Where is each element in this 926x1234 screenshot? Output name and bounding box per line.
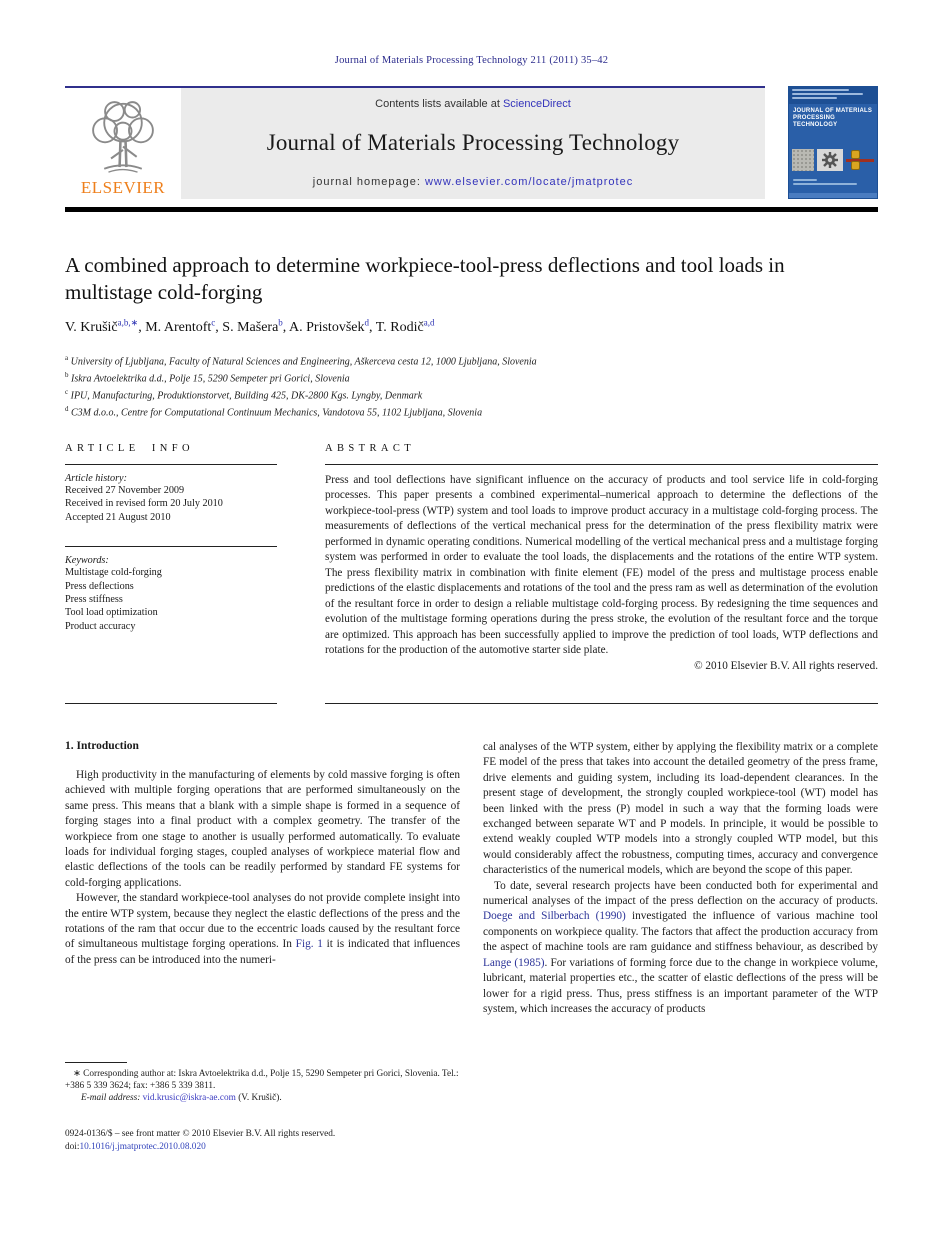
article-history-label: Article history:: [65, 473, 127, 484]
doi-line: [65, 1141, 878, 1154]
email-link[interactable]: vid.krusic@iskra-ae.com: [142, 1092, 236, 1103]
elsevier-logo: [65, 88, 181, 199]
author-affil-sup[interactable]: a,b,∗: [117, 317, 139, 327]
info-abstract-section: [65, 441, 878, 704]
keyword: Product accuracy: [65, 620, 136, 632]
cover-journal-title: JOURNAL OF MATERIALS PROCESSING TECHNOLOGY: [793, 108, 873, 128]
history-line: Received 27 November 2009: [65, 485, 185, 496]
banner-main: [65, 86, 765, 199]
keyword: Multistage cold-forging: [65, 567, 162, 579]
homepage-prefix: journal homepage:: [312, 176, 425, 188]
sciencedirect-link[interactable]: ScienceDirect: [502, 98, 571, 110]
reference-link-doege-silberbach[interactable]: Doege and Silberbach (1990): [483, 910, 626, 923]
author-affil-sup[interactable]: b: [278, 317, 283, 327]
rule: [325, 703, 878, 704]
authors-line: [65, 317, 878, 336]
intro-paragraph-2: However, the standard workpiece-tool analyses do not provide complete insight into the entire WTP system, because they neglect the elastic deflections of the press and the rotations of the ram that occur due to the eccentric loads caused by the resultant force of simultaneous multistage forging operations. In Fig. 1 it is indicated that influences of the press can be introduced into the numeri-: [65, 892, 460, 966]
cover-image-band: [789, 147, 877, 173]
elsevier-wordmark: ELSEVIER: [80, 178, 166, 197]
author-affil-sup[interactable]: c: [211, 317, 216, 327]
abstract-column: [325, 441, 878, 704]
body-right-column: [483, 740, 878, 1017]
doi-label: doi:: [65, 1141, 80, 1152]
author: S. Mašera$^b$,: [222, 317, 290, 335]
section-heading-introduction: 1. Introduction: [65, 740, 139, 752]
abstract-heading: ABSTRACT: [325, 443, 416, 454]
article-info-heading: ARTICLE INFO: [65, 443, 194, 454]
contents-prefix: Contents lists available at: [375, 98, 503, 110]
journal-cover-thumbnail[interactable]: [788, 86, 878, 199]
rule: [65, 464, 277, 465]
footnote-rule: [65, 1062, 127, 1063]
reference-link-lange[interactable]: Lange (1985): [483, 956, 545, 969]
affiliation: $^d$ C3M d.o.o., Centre for Computational Continuum Mechanics, Vandotova 55, 1102 Ljubljana, Slovenia: [65, 405, 483, 419]
elsevier-tree-icon: [79, 97, 167, 179]
rule: [65, 546, 277, 547]
cover-roller-image: [846, 150, 874, 170]
keywords-label: Keywords:: [65, 555, 109, 567]
history-line: Accepted 21 August 2010: [65, 511, 171, 523]
fig1-link[interactable]: Fig. 1: [295, 938, 323, 951]
banner-center: [181, 88, 765, 199]
journal-title: Journal of Materials Processing Technology: [266, 130, 680, 155]
keywords-list: [65, 566, 277, 633]
author: A. Pristovšek$^d$,: [289, 317, 376, 335]
affiliation: $^a$ University of Ljubljana, Faculty of Natural Sciences and Engineering, Aškerceva cesta 12, 1000 Ljubljana, Slovenia: [65, 354, 537, 368]
keyword: Press stiffness: [65, 594, 123, 606]
rule: [65, 703, 277, 704]
affiliation: $^b$ Iskra Avtoelektrika d.d., Polje 15, 5290 Sempeter pri Gorici, Slovenia: [65, 371, 350, 385]
cover-gear-image: [817, 149, 843, 171]
issn-line: 0924-0136/$ – see front matter © 2010 Elsevier B.V. All rights reserved.: [65, 1129, 336, 1139]
intro-paragraph-4: To date, several research projects have been conducted both for experimental and numerical analyses of the impact of the press deflection on the accuracy of products. Doege and Silberbach (1990) investigated the influence of various machine tool components on workpiece quality. The factors that affect the production accuracy from the aspect of machine tools are ram guidance and stiffness behaviour, as described by Lange (1985). For variations of forming force due to the change in workpiece volume, lubricant, material properties etc., the scatter of elastic deflections of the press will be lower for a rigid press. Thus, press stiffness is an important parameter of the WTP system, which increases the accuracy of products: [483, 879, 878, 1015]
email-line: E-mail address: vid.krusic@iskra-ae.com (V. Krušič).: [81, 1092, 282, 1103]
author: V. Krušič$^{a,b,∗}$,: [65, 317, 146, 335]
header-separator-rule: [65, 207, 878, 212]
cover-bottom-strip: [789, 193, 877, 198]
keyword: Press deflections: [65, 580, 134, 592]
author: M. Arentoft$^c$,: [145, 317, 223, 335]
journal-homepage-line: [313, 176, 633, 188]
author-affil-sup[interactable]: d: [364, 317, 369, 327]
email-label: E-mail address:: [81, 1092, 143, 1103]
contents-list-line: [375, 98, 571, 110]
issn-doi-block: [65, 1128, 878, 1153]
author: T. Rodič$^{a,d}$: [375, 317, 435, 335]
article-history-lines: [65, 484, 277, 524]
footnote-block: [65, 1062, 463, 1104]
keyword: Tool load optimization: [65, 607, 158, 619]
doi-link[interactable]: 10.1016/j.jmatprotec.2010.08.020: [79, 1141, 206, 1152]
history-line: Received in revised form 20 July 2010: [65, 498, 223, 510]
article-info-column: [65, 441, 277, 704]
abstract-copyright: © 2010 Elsevier B.V. All rights reserved.: [694, 660, 878, 673]
cover-editors-text: [789, 179, 877, 187]
affiliations-list: [65, 352, 878, 421]
abstract-text: Press and tool deflections have significant influence on the accuracy of products and tool service life in cold-forging processes. This paper presents a combined experimental–numerical approach to determine the deflections of the workpiece-tool-press (WTP) system and tool loads to improve product accuracy in a multistage cold-forging process. The measurements of deflections of the vertical mechanical press for the determination of the press flexibility matrix were performed in dynamic operating conditions. Numerical modelling of the vertical mechanical press and a multistage forging system was performed in order to evaluate the tool loads, the displacements and the rotations of the entire WTP system. The press flexibility matrix in combination with finite element (FE) model of the press and multistage process enable predictions of the elastic displacements and rotations of the tool and the press ram as well as determination of the evolution of the resultant force in order to design a reliable multistage cold-forging process. By redesigning the time sequences and evolution of the multistage forming operations during the press stroke, the evolution of the resultant force and the torque are optimized. This approach has been successfully applied to improve the prediction of tool loads, WTP deflections and rotations for the production of the automotive starter side plate.: [325, 474, 878, 656]
corresponding-author-note: ∗ Corresponding author at: Iskra Avtoelektrika d.d., Polje 15, 5290 Sempeter pri Gorici, Slovenia. Tel.: +386 5 339 3624; fax: +386 5 339 3811. E-mail address: vid.krusic@iskra-ae.com (V. Krušič).: [65, 1069, 463, 1104]
rule: [325, 464, 878, 465]
affiliation: $^c$ IPU, Manufacturing, Produktionstorvet, Building 425, DK-2800 Kgs. Lyngby, Denmark: [65, 388, 423, 402]
cover-top-band: [789, 87, 877, 104]
author-affil-sup[interactable]: a,d: [423, 317, 435, 327]
paper-title: A combined approach to determine workpiece-tool-press deflections and tool loads in multistage cold-forging: [65, 253, 785, 304]
journal-header-banner: [65, 86, 878, 199]
body-left-column: [65, 740, 460, 1017]
cover-micrograph-image: [792, 149, 814, 171]
intro-paragraph-3: cal analyses of the WTP system, either by applying the flexibility matrix or a complete FE model of the press that takes into account the detailed geometry of the press frame, drive elements and guiding system, including its load-dependent clearances. In the present stage of development, the strongly coupled workpiece-tool (WT) model has been linked with the press (P) model in such a way that the forming loads were exchanged between separate WT and P models. In principle, it would be possible to extend weakly coupled WTP models into a strongly coupled WTP model, but this would considerably affect the robustness, computing times, accuracy and convergence characteristics of the numerical models, which are beyond the scope of this paper.: [483, 741, 878, 877]
body-columns: [65, 740, 878, 1017]
intro-paragraph-1: High productivity in the manufacturing of elements by cold massive forging is often achieved with multiple forging operations that are performed simultaneously on the same press. This means that a blank with a simple shape is formed in a sequence of forging stages into a final product with a complex geometry. The transfer of the workpiece from one stage to another is usually performed automatically. To evaluate loads for individual forging stages, coupled analyses of workpiece material flow and elastic deflections of the tools can be readily performed by standard FE systems for cold-forging applications.: [65, 769, 460, 889]
journal-citation-line: Journal of Materials Processing Technology 211 (2011) 35–42: [334, 55, 609, 66]
journal-homepage-link[interactable]: www.elsevier.com/locate/jmatprotec: [424, 176, 634, 188]
